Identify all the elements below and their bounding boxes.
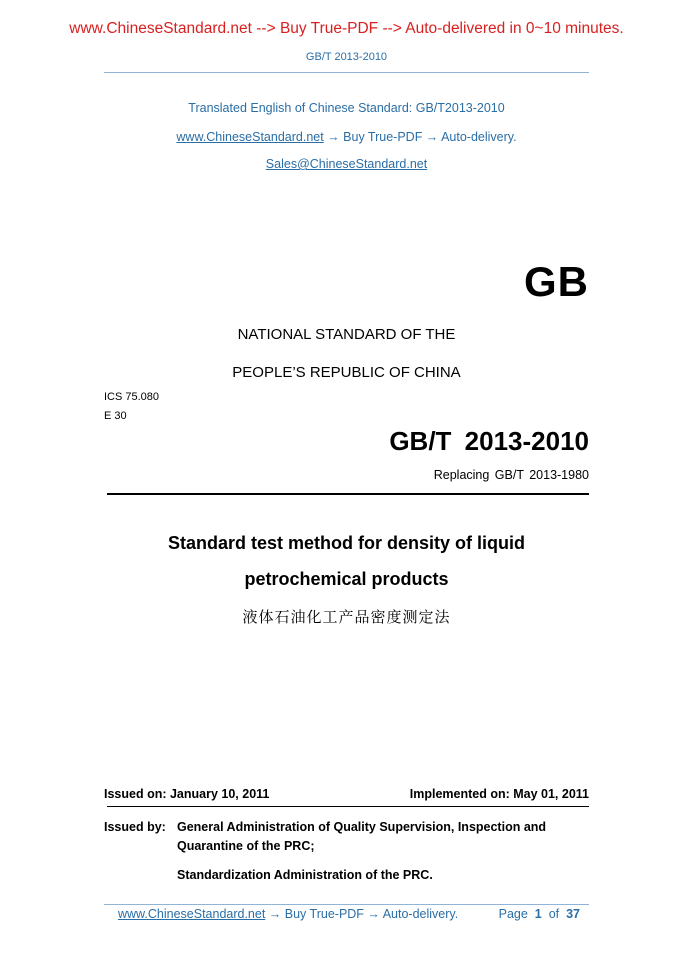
national-standard-line2: PEOPLE’S REPUBLIC OF CHINA — [232, 364, 461, 381]
footer-promo — [118, 907, 458, 921]
implemented-on-date: Implemented on: May 01, 2011 — [409, 787, 589, 801]
footer-website-link[interactable]: www.ChineseStandard.net — [118, 907, 266, 921]
national-standard-line1: NATIONAL STANDARD OF THE — [237, 326, 456, 343]
header-divider — [104, 72, 589, 73]
issued-on-date: Issued on: January 10, 2011 — [104, 787, 270, 801]
replacing-standard: Replacing GB/T 2013-1980 — [433, 468, 589, 482]
page-current: 1 — [534, 907, 542, 921]
document-title-chinese: 液体石油化工产品密度测定法 — [242, 608, 451, 626]
issuer-line3: Standardization Administration of the PRC. — [177, 868, 433, 882]
issued-by-label: Issued by: — [104, 820, 166, 834]
page-indicator — [499, 907, 580, 921]
issuer-line2: Quarantine of the PRC; — [177, 839, 315, 853]
email-line — [0, 157, 693, 171]
ccs-code: E 30 — [104, 410, 127, 422]
email-link[interactable]: Sales@ChineseStandard.net — [265, 157, 428, 171]
page-of: of — [548, 907, 560, 921]
top-banner[interactable]: www.ChineseStandard.net --> Buy True-PDF --> Auto-delivered in 0~10 minutes. — [69, 20, 624, 37]
promo-line — [0, 130, 693, 144]
document-title-line1: Standard test method for density of liquid — [167, 533, 525, 553]
footer-divider — [104, 904, 589, 905]
title-divider — [107, 493, 589, 495]
issuer-line1: General Administration of Quality Supervision, Inspection and — [177, 820, 547, 834]
page-label: Page — [498, 907, 528, 921]
footer-promo-text: → Buy True-PDF → Auto-delivery. — [265, 907, 459, 921]
standard-number: GB/T 2013-2010 — [389, 426, 589, 456]
document-title-line2: petrochemical products — [244, 569, 449, 589]
ics-code: ICS 75.080 — [104, 391, 160, 403]
translated-notice: Translated English of Chinese Standard: GB/T2013-2010 — [188, 101, 505, 115]
promo-text: → Buy True-PDF → Auto-delivery. — [323, 130, 517, 144]
page-total: 37 — [566, 907, 580, 921]
header-standard-code: GB/T 2013-2010 — [305, 51, 388, 63]
dates-divider — [107, 806, 589, 807]
website-link[interactable]: www.ChineseStandard.net — [176, 130, 324, 144]
gb-logo: GB — [524, 258, 589, 305]
